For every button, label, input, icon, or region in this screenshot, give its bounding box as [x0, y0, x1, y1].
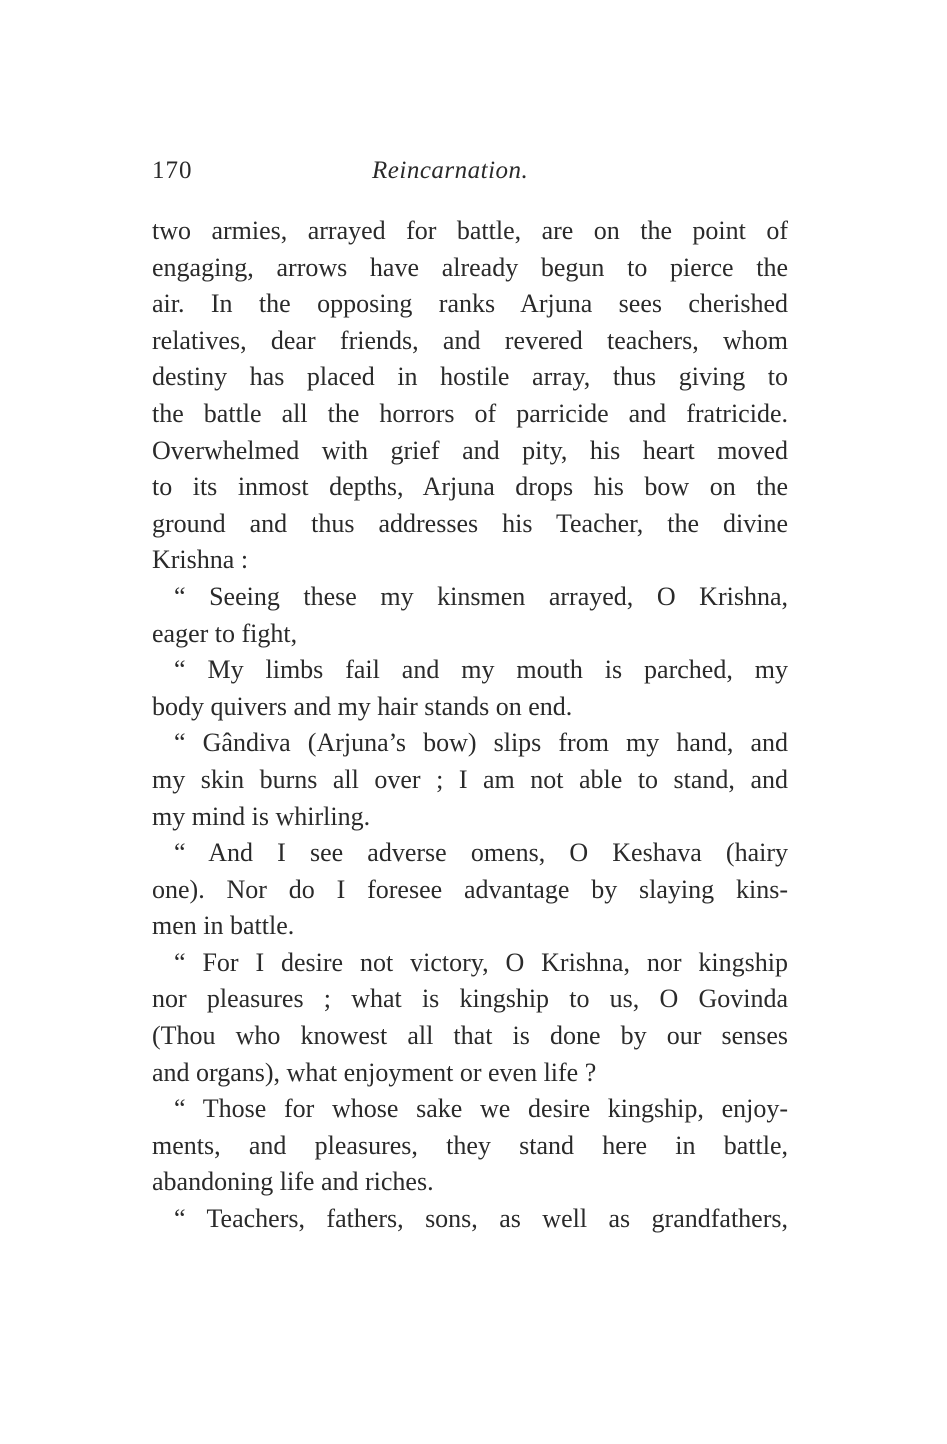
text-line: body quivers and my hair stands on end. [152, 691, 573, 721]
text-line: “ Those for whose sake we desire kingship, enjoy- [174, 1094, 788, 1124]
text-line: to its inmost depths, Arjuna drops his bow on the [152, 472, 788, 502]
running-title: Reincarnation. [372, 157, 529, 184]
text-line: Overwhelmed with grief and pity, his heart moved [152, 435, 788, 465]
text-line: relatives, dear friends, and revered teachers, whom [152, 325, 788, 355]
text-line: “ My limbs fail and my mouth is parched, my [174, 655, 788, 685]
text-line: one). Nor do I foresee advantage by slaying kins- [152, 874, 788, 904]
text-line: ments, and pleasures, they stand here in battle, [152, 1130, 788, 1160]
text-line: destiny has placed in hostile array, thus giving to [152, 362, 788, 392]
text-line: “ And I see adverse omens, O Keshava (hairy [174, 838, 788, 868]
page-number: 170 [152, 157, 193, 184]
text-line: (Thou who knowest all that is done by our senses [152, 1021, 788, 1051]
body-text [152, 213, 788, 1238]
text-line: “ Gândiva (Arjuna’s bow) slips from my hand, and [174, 728, 788, 758]
text-line: abandoning life and riches. [152, 1167, 434, 1197]
text-line: ground and thus addresses his Teacher, the divine [152, 508, 788, 538]
text-line: engaging, arrows have already begun to pierce the [152, 252, 788, 282]
text-line: and organs), what enjoyment or even life ? [152, 1057, 597, 1087]
text-line: my skin burns all over ; I am not able to stand, and [152, 764, 788, 794]
text-line: nor pleasures ; what is kingship to us, O Govinda [152, 984, 788, 1014]
text-line: my mind is whirling. [152, 801, 371, 831]
text-line: eager to fight, [152, 618, 298, 648]
text-line: Krishna : [152, 545, 249, 575]
text-line: “ Teachers, fathers, sons, as well as grandfathers, [174, 1204, 788, 1234]
text-line: men in battle. [152, 911, 295, 941]
text-line: “ Seeing these my kinsmen arrayed, O Krishna, [174, 581, 788, 611]
text-line: two armies, arrayed for battle, are on the point of [152, 216, 788, 245]
text-line: air. In the opposing ranks Arjuna sees cherished [152, 289, 788, 319]
text-line: the battle all the horrors of parricide and fratricide. [152, 398, 788, 428]
page-header [152, 157, 788, 197]
text-line: “ For I desire not victory, O Krishna, nor kingship [174, 947, 788, 977]
